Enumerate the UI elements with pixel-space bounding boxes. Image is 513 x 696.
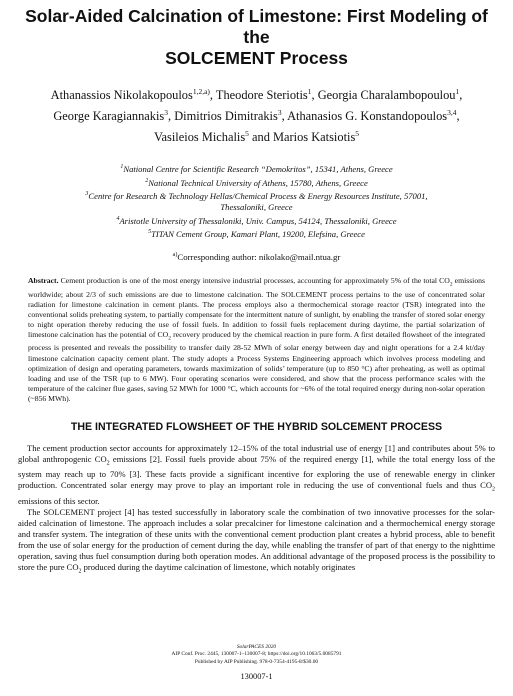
affiliation: Thessaloniki, Greece [220, 202, 293, 213]
affiliation-list [18, 162, 495, 240]
conference-name: SolarPACES 2020 [236, 644, 277, 650]
author: Theodore Steriotis$^1$, [215, 87, 318, 103]
affiliation: $^3$Centre for Research & Technology Hellas/Chemical Process & Energy Resources Institute, 57001, [85, 190, 428, 201]
abstract: Abstract. Cement production is one of the most energy intensive industrial processes, accounting for approximately 5% of the total $CO_2$ emissions worldwide; about 2/3 of such emissions are due to limestone calcination. The SOLCEMENT process pertains to the use of concentrated solar radiation for limestone calcination in cement plants. The process employs also a thermochemical storage reactor (TSR) integrated into the conventional solids preheating system, to partially compensate for the intermittent nature of sunlight, by enabling the transfer of stored solar energy to night operation thereby reducing the use of fossil fuels. In addition to fossil fuels replacement during daytime, the partial solarization of limestone calcination has the potential of $CO_2$ recovery produced by the chemical reaction in pure form. A first detailed flowsheet of the integrated process is presented and reveals the possibility to transfer daily 28-52 MWh of solar energy between day and night operations for a 2.4 kt/day limestone calcination capacity cement plant. The study adopts a Process Systems Engineering approach which involves process modeling and optimization of design and operating parameters, towards maximization of solids’ temperature (up to 850 °C) after preheating, as well as optimal loading and use of the TSR (up to 6 MW). Four operating scenarios were considered, and show that the process performance scales with the temperature of the calciner flue gases, saving 52 MWh for 1000 °C, which accounts for ~6% of the total required energy during non-solar operation (~856 MWh). [28, 276, 486, 403]
author: Athanassios Nikolakopoulos$^{1,2,a)}$, [50, 87, 216, 103]
affiliation: $^4$Aristotle University of Thessaloniki, Univ. Campus, 54124, Thessaloniki, Greece [116, 215, 397, 226]
affiliation: $^5$TITAN Cement Group, Kamari Plant, 19200, Elefsina, Greece [148, 228, 365, 239]
paper-title [18, 6, 495, 69]
page-footer [0, 644, 513, 666]
title-line-2: SOLCEMENT Process [165, 48, 348, 68]
section-heading: THE INTEGRATED FLOWSHEET OF THE HYBRID SOLCEMENT PROCESS [70, 420, 443, 433]
body-text [18, 443, 495, 578]
corresponding-author: $^{a)}$Corresponding author: nikolako@mail.ntua.gr [172, 252, 341, 263]
author: Georgia Charalambopoulou$^1$, [317, 87, 463, 103]
author: Marios Katsiotis$^5$ [273, 129, 360, 145]
author: George Karagiannakis$^3$, [53, 108, 175, 124]
author: Vasileios Michalis$^5$ and [153, 129, 274, 145]
abstract-label: Abstract. [28, 276, 59, 286]
author: Dimitrios Dimitrakis$^3$, [174, 108, 288, 124]
paragraph: The cement production sector accounts for approximately 12–15% of the total industrial use of energy [1] and contributes about 5% to global anthropogenic $CO_2$ emissions [2]. Fossil fuels provide about 75% of the required energy [1], while the total energy loss of the system may reach up to 70% [3]. These facts provide a significant incentive for exploring the use of renewable energy in clinker production. Concentrated solar energy may prove to play an important role in reducing the use of conventional fuels and thus $CO_2$ emissions of this sector. [18, 442, 495, 506]
citation-line: AIP Conf. Proc. 2445, 130007-1–130007-8; https://doi.org/10.1063/5.0085791 [171, 651, 342, 658]
publisher-line: Published by AIP Publishing. 978-0-7354-4195-8/$30.00 [194, 658, 319, 665]
author: Athanasios G. Konstandopoulos$^{3,4}$, [287, 108, 460, 124]
paragraph: The SOLCEMENT project [4] has tested successfully in laboratory scale the combination of two innovative processes for the solar-aided calcination of limestone. The approach includes a solar precalciner for limestone calcination and a thermochemical energy storage and transfer system. The integration of these units with the conventional cement production plant creates a hybrid process, able to benefit from the use of solar energy for the production of cement during the day, while enabling the transfer of part of that energy to the nighttime operation, saving thus fuel consumption during both operation modes. An additional advantage of the proposed process is the possibility to store the pure $CO_2$ produced during the daytime calcination of limestone, which notably originates [18, 506, 495, 575]
affiliation: $^1$National Centre for Scientific Research “Demokritos”, 15341, Athens, Greece [120, 164, 393, 175]
affiliation: $^2$National Technical University of Athens, 15780, Athens, Greece [145, 177, 368, 188]
title-line-1: Solar-Aided Calcination of Limestone: First Modeling of the [25, 6, 488, 47]
page-number: 130007-1 [240, 672, 273, 681]
author-list [18, 83, 495, 146]
